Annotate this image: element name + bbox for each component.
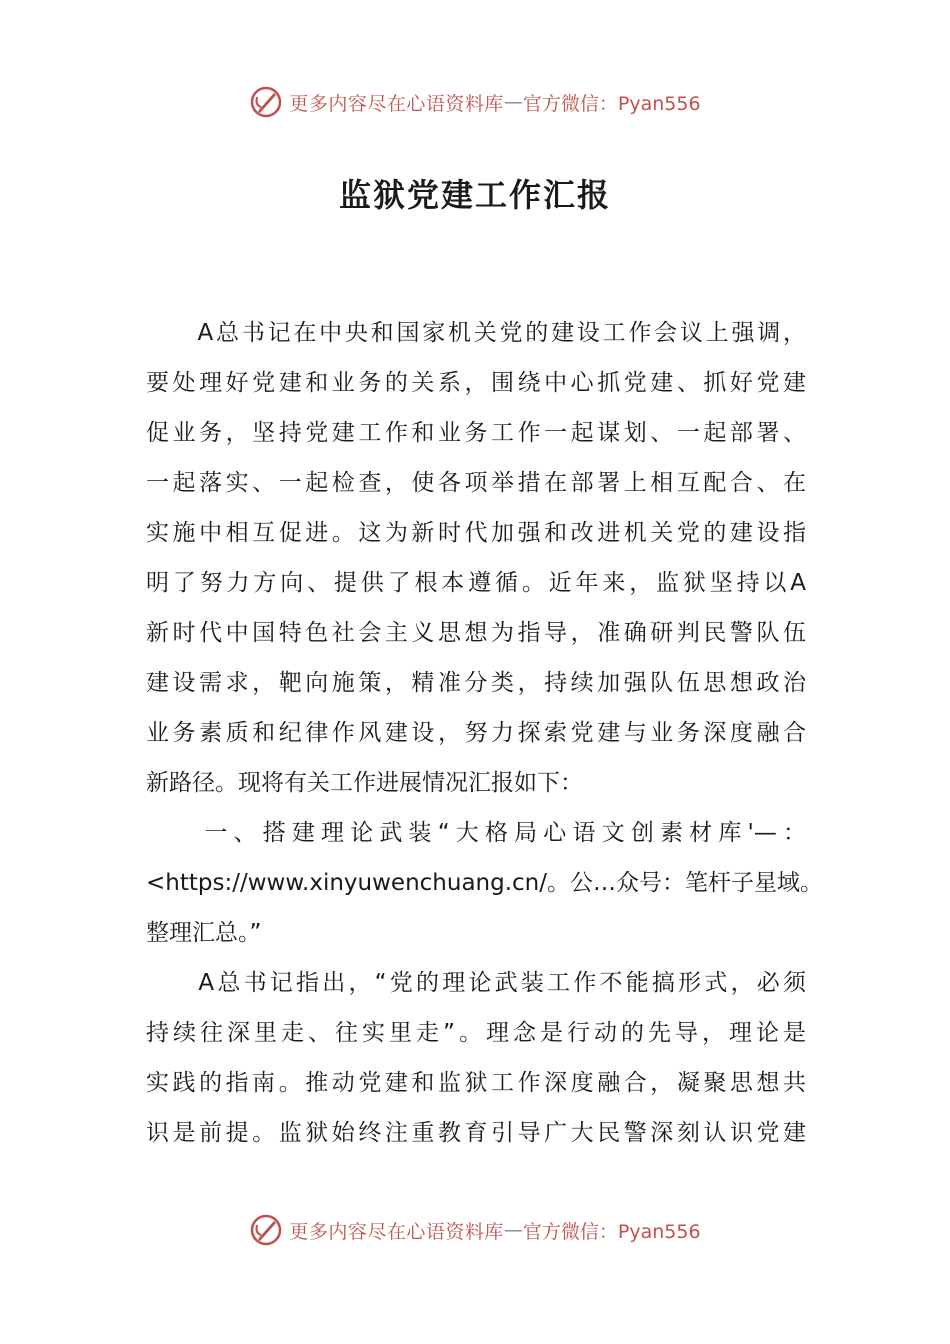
body-line: 实施中相互促进。这为新时代加强和改进机关党的建设指 [146, 520, 806, 546]
body-line: A总书记在中央和国家机关党的建设工作会议上强调， [146, 320, 806, 346]
body-line: 明了努力方向、提供了根本遵循。近年来，监狱坚持以A [146, 570, 806, 596]
banner-text: 更多内容尽在心语资料库 [289, 92, 504, 115]
banner-wechat: 官方微信：Pyan556 [522, 1220, 701, 1243]
body-line: 新时代中国特色社会主义思想为指导，准确研判民警队伍 [146, 620, 806, 646]
banner-separator: — [503, 91, 523, 113]
footer-watermark-banner [0, 1210, 950, 1250]
quill-logo-icon [249, 85, 283, 119]
body-line: 识是前提。监狱始终注重教育引导广大民警深刻认识党建 [146, 1120, 806, 1146]
section-heading-line: 一、搭建理论武装“大格局心语文创素材库'—： [146, 820, 806, 846]
body-line: 要处理好党建和业务的关系，围绕中心抓党建、抓好党建 [146, 370, 806, 396]
body-line: 建设需求，靶向施策，精准分类，持续加强队伍思想政治 [146, 670, 806, 696]
body-line: A总书记指出，“党的理论武装工作不能搞形式，必须 [146, 970, 806, 996]
quill-logo-icon [249, 1213, 283, 1247]
body-line-link: <https://www.xinyuwenchuang.cn/。公…众号：笔杆子星域。 [146, 870, 824, 896]
banner-text: 更多内容尽在心语资料库 [289, 1220, 504, 1243]
header-watermark-banner [0, 82, 950, 122]
document-body [146, 308, 824, 1158]
body-line: 业务素质和纪律作风建设，努力探索党建与业务深度融合 [146, 720, 806, 746]
document-title: 监狱党建工作汇报 [338, 176, 611, 214]
banner-wechat: 官方微信：Pyan556 [522, 92, 701, 115]
body-line: 促业务，坚持党建工作和业务工作一起谋划、一起部署、 [146, 420, 806, 446]
body-line: 实践的指南。推动党建和监狱工作深度融合，凝聚思想共 [146, 1070, 806, 1096]
banner-separator: — [503, 1219, 523, 1241]
body-line: 一起落实、一起检查，使各项举措在部署上相互配合、在 [146, 470, 806, 496]
body-line: 持续往深里走、往实里走”。理念是行动的先导，理论是 [146, 1020, 806, 1046]
body-line: 整理汇总。” [146, 920, 262, 946]
body-line: 新路径。现将有关工作进展情况汇报如下： [146, 770, 583, 796]
